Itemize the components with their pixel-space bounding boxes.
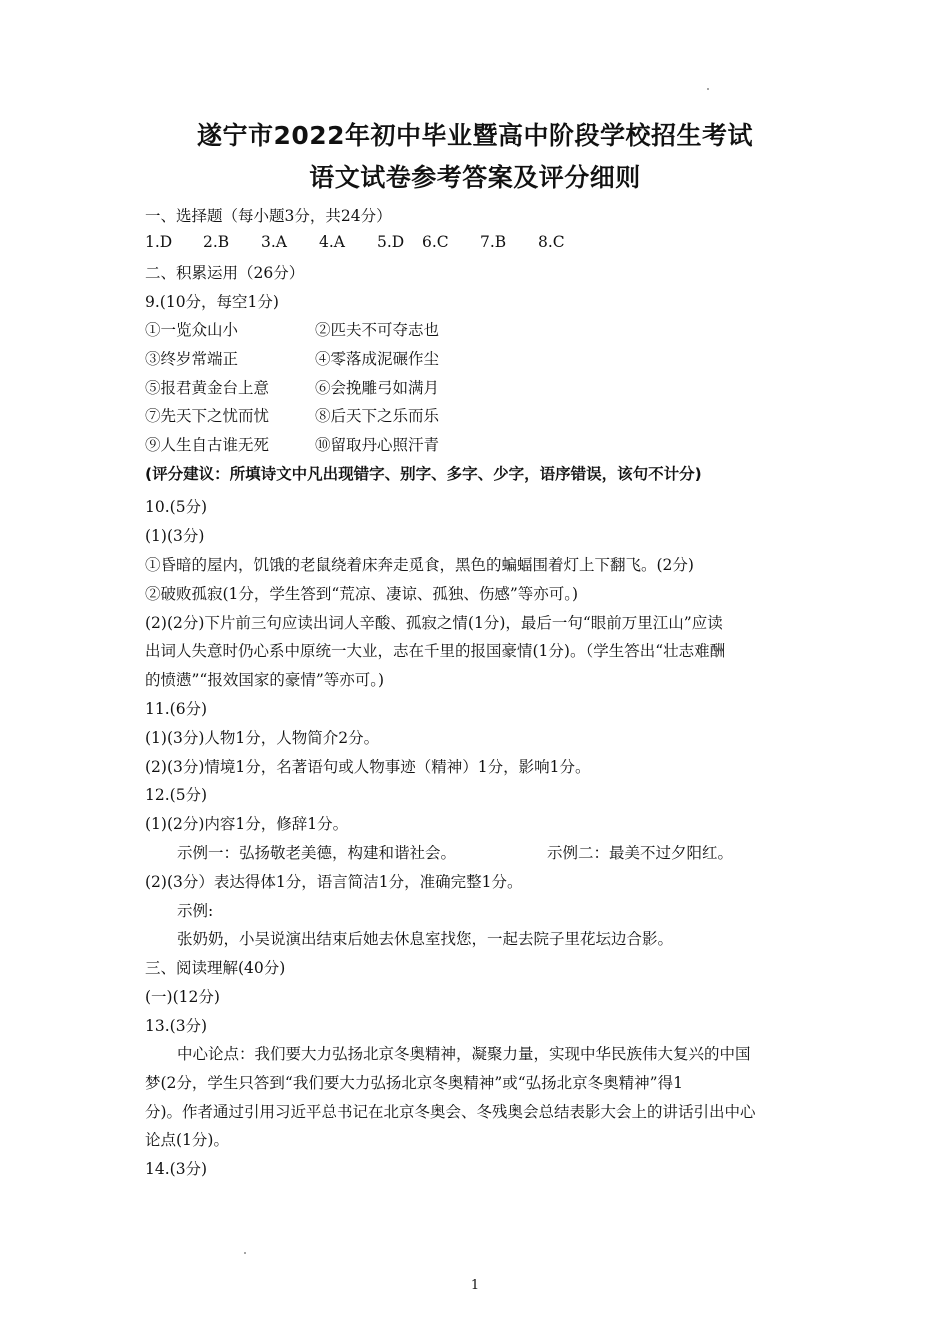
q11-part2: (2)(3分)情境1分，名著语句或人物事迹（精神）1分，影响1分。 (145, 758, 591, 776)
answer-item: 3.A (261, 233, 287, 251)
section3-sub1: (一)(12分) (145, 988, 220, 1006)
scan-speck (244, 1252, 246, 1254)
q12-heading: 12.(5分) (145, 786, 208, 804)
section2-heading: 二、积累运用（26分） (145, 264, 305, 282)
q10-answer-2: ②破败孤寂(1分，学生答到“荒凉、凄谅、孤独、伤感”等亦可。) (145, 585, 579, 603)
q9-answer-row (145, 318, 439, 340)
q13-answer-line: 分)。作者通过引用习近平总书记在北京冬奥会、冬残奥会总结表影大会上的讲话引出中心 (145, 1103, 756, 1121)
q9-answer-row (145, 347, 439, 369)
q9-answer: ②匹夫不可夺志也 (315, 321, 440, 339)
q10-heading: 10.(5分) (145, 498, 208, 516)
q10-part1-heading: (1)(3分) (145, 527, 205, 545)
q12-part2: (2)(3分）表达得体1分，语言简洁1分，准确完整1分。 (145, 873, 523, 891)
q11-part1: (1)(3分)人物1分，人物简介2分。 (145, 729, 380, 747)
q11-heading: 11.(6分) (145, 700, 208, 718)
q13-heading: 13.(3分) (145, 1017, 208, 1035)
q9-scoring-note: (评分建议：所填诗文中凡出现错字、别字、多字、少字，语序错误，该句不计分) (145, 465, 702, 483)
q9-answer: ⑨人生自古谁无死 (145, 436, 270, 454)
answer-item: 1.D (145, 233, 173, 251)
scan-speck (707, 88, 709, 90)
q10-part2-line: 的愤懑”“报效国家的豪情”等亦可。) (145, 671, 385, 689)
q10-answer-1: ①昏暗的屋内，饥饿的老鼠绕着床奔走觅食，黑色的蝙蝠围着灯上下翻飞。(2分) (145, 556, 694, 574)
answer-item: 7.B (480, 233, 507, 251)
q13-answer-line: 梦(2分，学生只答到“我们要大力弘扬北京冬奥精神”或“弘扬北京冬奥精神”得1 (145, 1074, 683, 1092)
section1-heading: 一、选择题（每小题3分，共24分） (145, 207, 392, 225)
page-number: 1 (470, 1278, 480, 1293)
answer-item: 8.C (538, 233, 565, 251)
q13-answer-line: 中心论点：我们要大力弘扬北京冬奥精神，凝聚力量，实现中华民族伟大复兴的中国 (177, 1045, 751, 1063)
q9-heading: 9.(10分，每空1分) (145, 293, 279, 311)
q9-answer-row (145, 404, 439, 426)
q14-heading: 14.(3分) (145, 1160, 208, 1178)
q12-part1: (1)(2分)内容1分，修辞1分。 (145, 815, 349, 833)
q10-part2-line: (2)(2分)下片前三句应读出词人辛酸、孤寂之情(1分)，最后一句“眼前万里江山”应读 (145, 614, 723, 632)
q9-answer-row (145, 433, 439, 455)
multiple-choice-answers (145, 233, 596, 251)
q12-example-text: 张奶奶，小吴说演出结束后她去休息室找您，一起去院子里花坛边合影。 (177, 930, 674, 948)
answer-item: 4.A (319, 233, 345, 251)
q13-answer-line: 论点(1分)。 (145, 1131, 229, 1149)
section3-heading: 三、阅读理解(40分) (145, 959, 286, 977)
q9-answer: ⑤报君黄金台上意 (145, 379, 270, 397)
q9-answer: ①一览众山小 (145, 321, 239, 339)
q12-example-one: 示例一：弘扬敬老美德，构建和谐社会。 (177, 844, 457, 862)
document-title-line2: 语文试卷参考答案及评分细则 (309, 163, 641, 192)
answer-item: 5.D (377, 233, 405, 251)
q9-answer: ⑦先天下之忧而忧 (145, 407, 270, 425)
answer-item: 6.C (422, 233, 449, 251)
q9-answer: ⑧后天下之乐而乐 (315, 407, 440, 425)
q9-answer: ⑥会挽雕弓如满月 (315, 379, 440, 397)
answer-item: 2.B (203, 233, 230, 251)
q9-answer-row (145, 376, 439, 398)
q12-example-two: 示例二：最美不过夕阳红。 (547, 844, 734, 862)
q9-answer: ③终岁常端正 (145, 350, 239, 368)
q12-example-label: 示例: (177, 902, 214, 920)
q9-answer: ④零落成泥碾作尘 (315, 350, 440, 368)
q10-part2-line: 出词人失意时仍心系中原统一大业，志在千里的报国豪情(1分)。（学生答出“壮志难酬 (145, 642, 726, 660)
document-title-line1: 遂宁市2022年初中毕业暨高中阶段学校招生考试 (196, 121, 754, 150)
q12-examples (177, 841, 733, 863)
q9-answer: ⑩留取丹心照汗青 (315, 436, 440, 454)
